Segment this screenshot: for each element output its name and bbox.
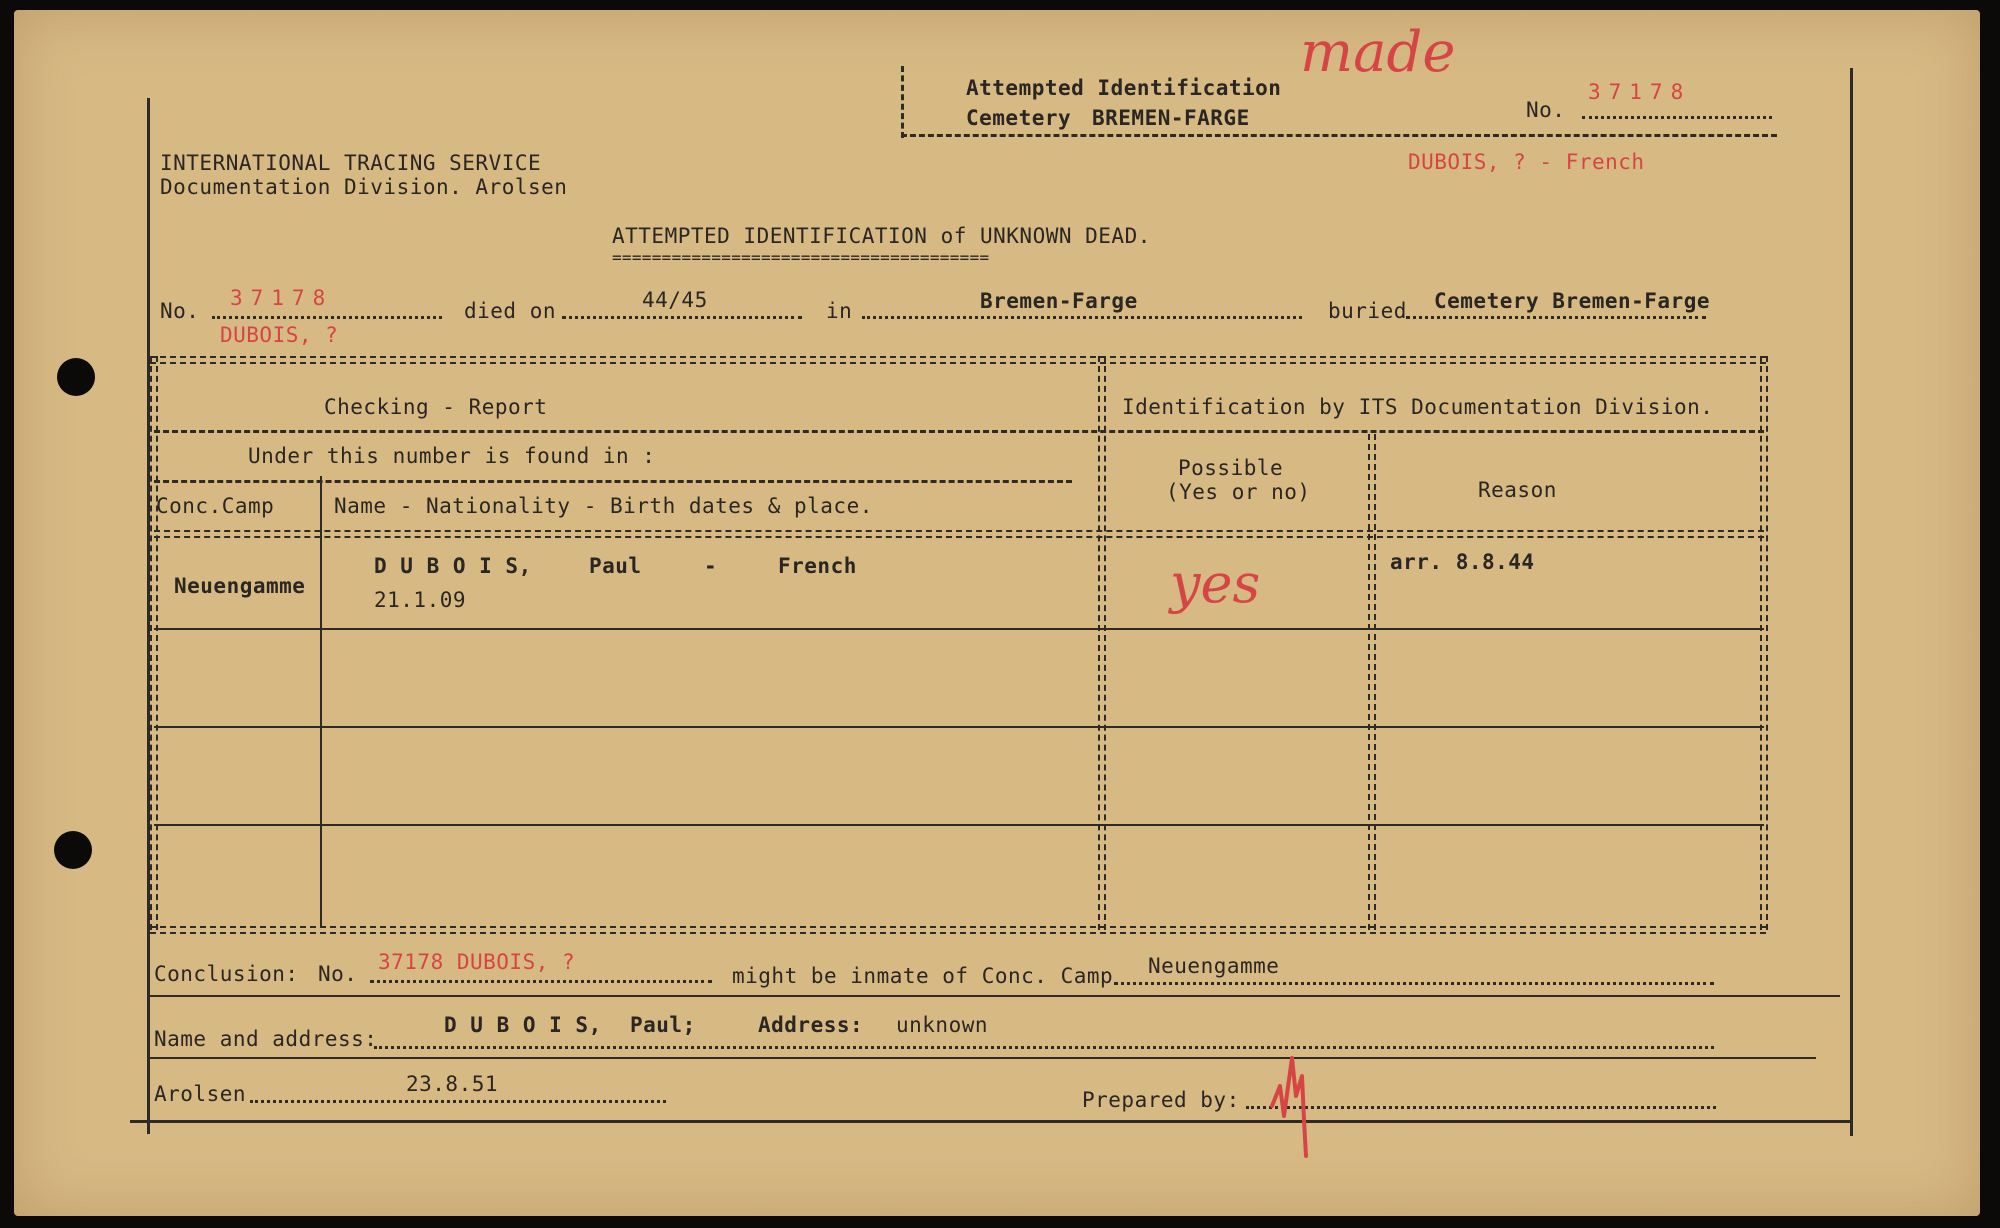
table-found-in-bottom [154, 480, 1072, 483]
conclusion-label: Conclusion: [154, 962, 299, 986]
address-label: Address: [758, 1013, 864, 1037]
row1-nationality: French [778, 554, 857, 578]
name-address-dotline [374, 1046, 1714, 1049]
row1-firstname: Paul [589, 554, 642, 578]
table-row2-bottom [154, 726, 1764, 728]
table-header-bottom [154, 430, 1764, 433]
name-address-label: Name and address: [154, 1027, 378, 1051]
table-row3-bottom [154, 824, 1764, 826]
stamp-left-border [901, 66, 904, 138]
footer-place: Arolsen [154, 1082, 247, 1106]
col-reason-header: Reason [1478, 478, 1557, 502]
footer-date: 23.8.51 [406, 1072, 499, 1096]
entry-buried-value: Cemetery Bremen-Farge [1434, 289, 1711, 313]
name-address-firstname: Paul; [630, 1013, 696, 1037]
stamp-line1: Attempted Identification [966, 76, 1282, 100]
entry-died-value: 44/45 [642, 288, 708, 312]
table-camp-divider [320, 476, 322, 926]
entry-no-value: 37178 [230, 286, 334, 310]
table-right-border [1760, 356, 1768, 930]
entry-died-label: died on [464, 299, 557, 323]
document-title-underline: ====================================== [612, 248, 990, 267]
punch-hole-bottom [54, 831, 92, 869]
table-colheads-bottom [154, 530, 1764, 538]
entry-died-dotline [562, 316, 802, 319]
name-address-rule [150, 1057, 1816, 1059]
table-middle-divider [1098, 356, 1106, 930]
document-title: ATTEMPTED IDENTIFICATION of UNKNOWN DEAD. [612, 224, 1151, 248]
conclusion-rule [150, 995, 1840, 997]
table-row1-bottom [154, 628, 1764, 630]
record-name-tag: DUBOIS, ? - French [1408, 150, 1645, 174]
name-address-surname: D U B O I S, [444, 1013, 602, 1037]
footer-date-dotline [250, 1100, 666, 1103]
frame-bottom [130, 1120, 1850, 1123]
entry-name-value: DUBOIS, ? [220, 323, 339, 347]
table-possible-divider [1368, 434, 1376, 930]
entry-in-dotline [862, 316, 1302, 319]
conclusion-camp: Neuengamme [1148, 954, 1280, 978]
row1-birth: 21.1.09 [374, 588, 467, 612]
org-line1: INTERNATIONAL TRACING SERVICE [160, 151, 542, 175]
entry-buried-label: buried [1328, 299, 1407, 323]
stamp-bottom-border [901, 134, 1777, 137]
table-top-border [150, 356, 1766, 364]
entry-no-dotline [212, 316, 442, 319]
col-camp-header: Conc.Camp [156, 494, 275, 518]
conclusion-camp-dotline [1114, 982, 1714, 985]
org-line2: Documentation Division. Arolsen [160, 175, 568, 199]
row1-camp: Neuengamme [174, 574, 306, 598]
row1-surname: D U B O I S, [374, 554, 532, 578]
punch-hole-top [57, 358, 95, 396]
stamp-cemetery-value: BREMEN-FARGE [1092, 106, 1250, 130]
col-name-header: Name - Nationality - Birth dates & place. [334, 494, 873, 518]
conclusion-no-value: 37178 DUBOIS, ? [378, 950, 576, 974]
table-right-header: Identification by ITS Documentation Division. [1122, 395, 1714, 419]
address-value: unknown [896, 1013, 989, 1037]
table-left-border [150, 356, 158, 930]
signature-initials [1270, 1046, 1330, 1156]
entry-in-value: Bremen-Farge [980, 289, 1138, 313]
stamp-handwritten-note: made [1300, 20, 1456, 85]
record-no-label: No. [1526, 98, 1566, 122]
conclusion-no-label: No. [318, 962, 358, 986]
table-found-in: Under this number is found in : [248, 444, 656, 468]
row1-reason: arr. 8.8.44 [1390, 550, 1535, 574]
col-possible-header-1: Possible [1178, 456, 1284, 480]
conclusion-text: might be inmate of Conc. Camp [732, 964, 1114, 988]
row1-dash: - [704, 554, 718, 578]
row1-possible: yes [1170, 552, 1261, 615]
entry-no-label: No. [160, 299, 200, 323]
record-no-value: 37178 [1588, 80, 1692, 104]
prepared-by-label: Prepared by: [1082, 1088, 1240, 1112]
document-card [14, 10, 1980, 1216]
stamp-cemetery-label: Cemetery [966, 106, 1072, 130]
entry-buried-dotline [1406, 316, 1706, 319]
table-left-header: Checking - Report [324, 395, 548, 419]
record-no-dotline [1582, 116, 1772, 119]
entry-in-label: in [826, 299, 853, 323]
table-bottom-border [150, 926, 1766, 934]
frame-right [1850, 68, 1853, 1136]
col-possible-header-2: (Yes or no) [1166, 480, 1311, 504]
conclusion-no-dotline [370, 980, 712, 983]
